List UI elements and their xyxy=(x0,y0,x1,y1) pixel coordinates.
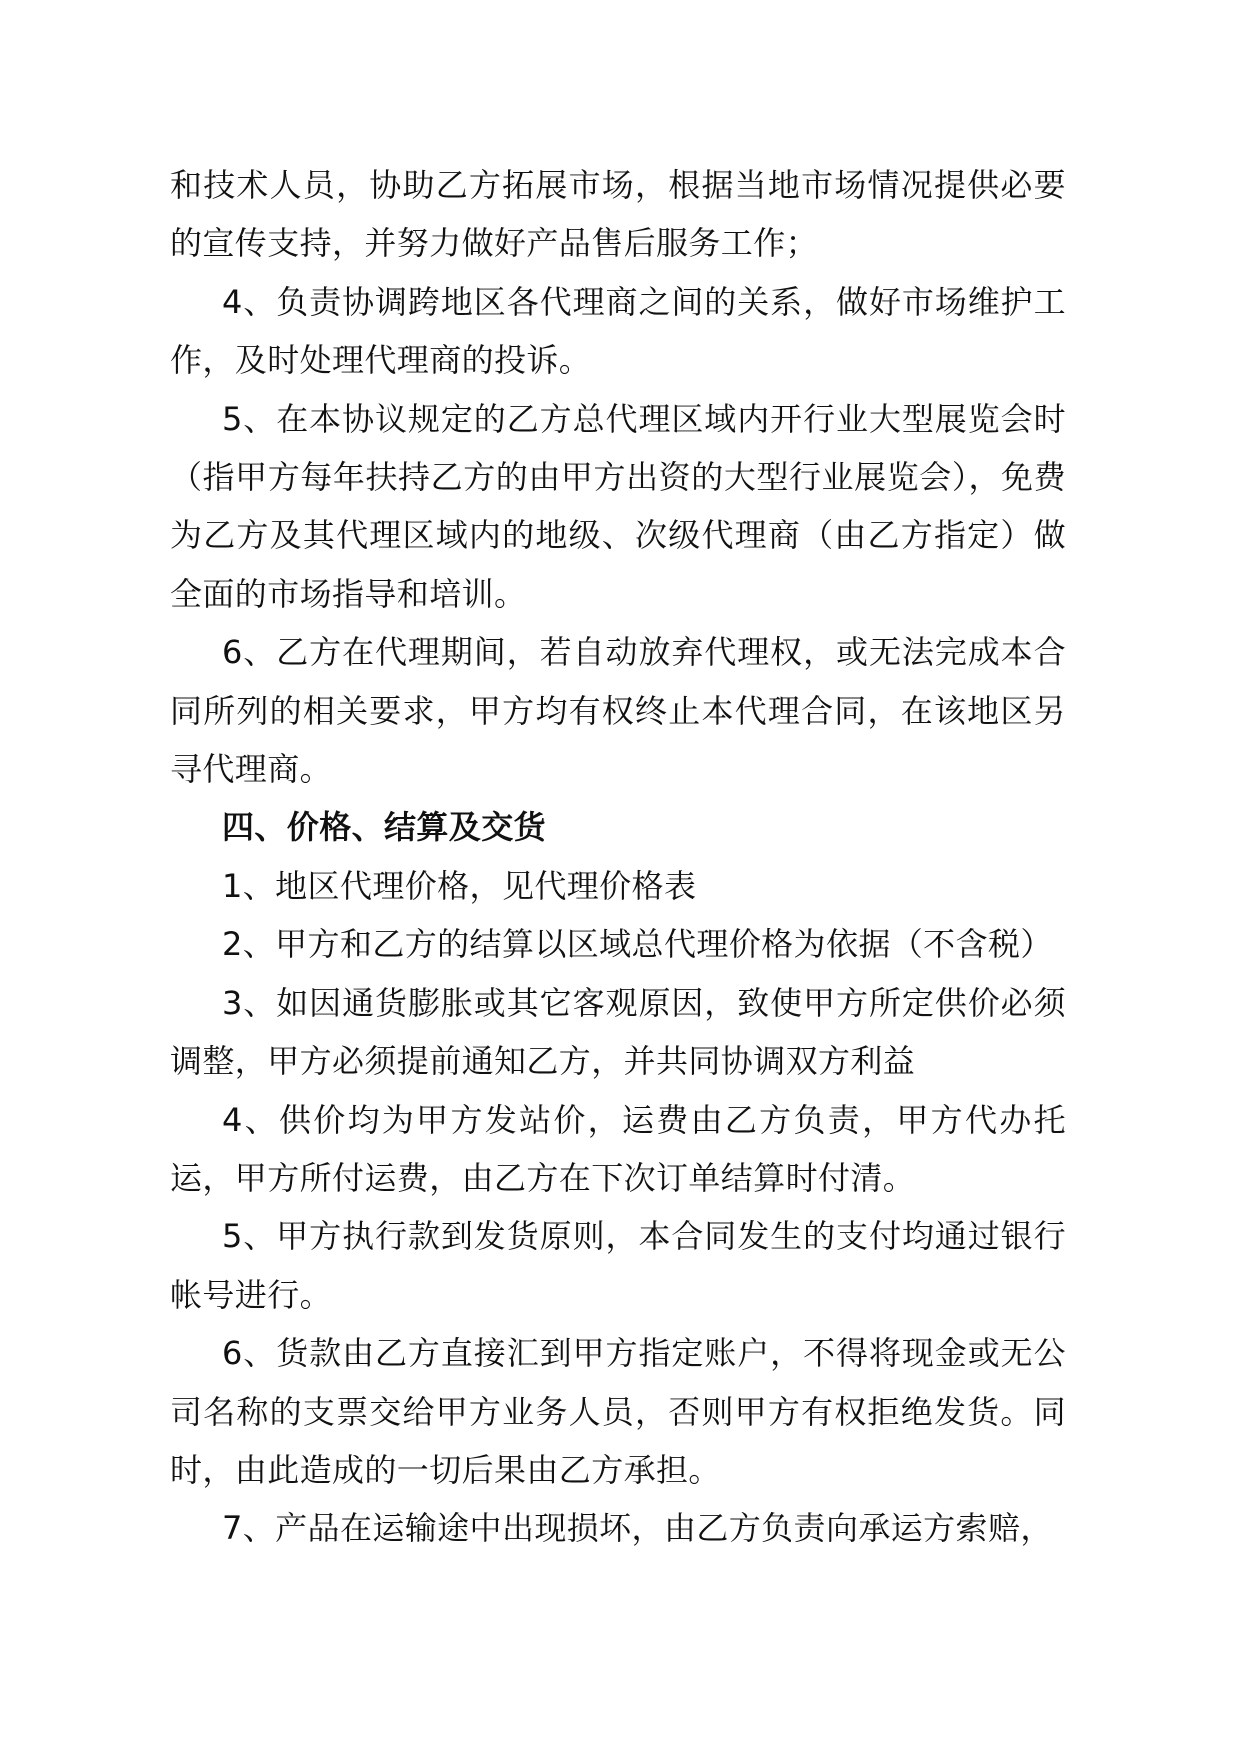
paragraph-clause-4-6: 6、货款由乙方直接汇到甲方指定账户，不得将现金或无公司名称的支票交给甲方业务人员，否则甲方有权拒绝发货。同时，由此造成的一切后果由乙方承担。 xyxy=(170,1334,1066,1489)
paragraph-clause-4-4: 4、供价均为甲方发站价，运费由乙方负责，甲方代办托运，甲方所付运费，由乙方在下次订单结算时付清。 xyxy=(170,1100,1066,1197)
document-body xyxy=(170,156,1066,1558)
paragraph-clause-3-6: 6、乙方在代理期间，若自动放弃代理权，或无法完成本合同所列的相关要求，甲方均有权终止本代理合同，在该地区另寻代理商。 xyxy=(170,633,1066,789)
paragraph-clause-4-3: 3、如因通货膨胀或其它客观原因，致使甲方所定供价必须调整，甲方必须提前通知乙方，并共同协调双方利益 xyxy=(170,983,1066,1081)
paragraph-continuation: 和技术人员，协助乙方拓展市场，根据当地市场情况提供必要的宣传支持，并努力做好产品售后服务工作； xyxy=(170,166,1066,263)
paragraph-clause-3-5: 5、在本协议规定的乙方总代理区域内开行业大型展览会时（指甲方每年扶持乙方的由甲方出资的大型行业展览会），免费为乙方及其代理区域内的地级、次级代理商（由乙方指定）做全面的市场指导和培训。 xyxy=(170,399,1066,613)
paragraph-clause-4-2: 2、甲方和乙方的结算以区域总代理价格为依据（不含税） xyxy=(222,925,1053,964)
paragraph-clause-4-5: 5、甲方执行款到发货原则，本合同发生的支付均通过银行帐号进行。 xyxy=(170,1217,1066,1314)
paragraph-clause-4-1: 1、地区代理价格，见代理价格表 xyxy=(222,866,697,905)
section-heading-price-settlement-delivery: 四、价格、结算及交货 xyxy=(222,808,547,847)
paragraph-clause-4-7: 7、产品在运输途中出现损坏，由乙方负责向承运方索赔， xyxy=(222,1509,1053,1548)
paragraph-clause-3-4: 4、负责协调跨地区各代理商之间的关系，做好市场维护工作，及时处理代理商的投诉。 xyxy=(170,282,1066,380)
